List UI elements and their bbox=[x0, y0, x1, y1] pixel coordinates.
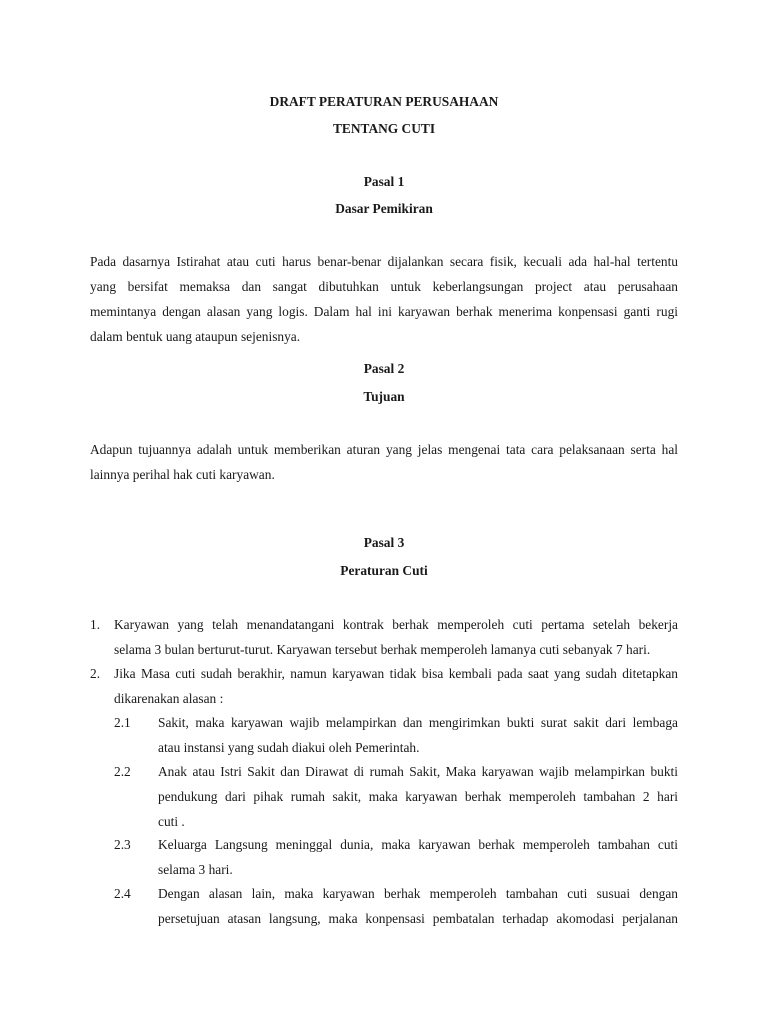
pasal-3-heading: Peraturan Cuti bbox=[340, 563, 428, 578]
paragraph-line: lainnya perihal hak cuti karyawan. bbox=[90, 467, 275, 482]
paragraph-line: memintanya dengan alasan yang logis. Dalam hal ini karyawan berhak menerima konpensasi ganti rugi bbox=[90, 304, 678, 319]
sub-list-item-line: Anak atau Istri Sakit dan Dirawat di rumah Sakit, Maka karyawan wajib melampirkan bukti bbox=[158, 764, 678, 779]
sub-list-item-text bbox=[158, 881, 678, 931]
sub-list-item-line: selama 3 hari. bbox=[158, 862, 233, 877]
sub-list-item-number: 2.4 bbox=[114, 886, 131, 901]
sub-list-item bbox=[114, 710, 678, 760]
pasal-1-number: Pasal 1 bbox=[363, 174, 405, 189]
sub-list-item-text bbox=[158, 832, 678, 882]
list-item-line: Jika Masa cuti sudah berakhir, namun karyawan tidak bisa kembali pada saat yang sudah ditetapkan bbox=[114, 666, 678, 681]
list-item-line: selama 3 bulan berturut-turut. Karyawan tersebut berhak memperoleh lamanya cuti sebanyak 7 hari. bbox=[114, 642, 651, 657]
list-item-text bbox=[114, 661, 678, 711]
pasal-1-paragraph bbox=[90, 249, 678, 349]
paragraph-line: Pada dasarnya Istirahat atau cuti harus benar-benar dijalankan secara fisik, kecuali ada hal-hal tertentu bbox=[90, 254, 678, 269]
sub-list-item-text bbox=[158, 759, 678, 834]
sub-list-item-text bbox=[158, 710, 678, 760]
sub-list-item-line: Sakit, maka karyawan wajib melampirkan dan mengirimkan bukti surat sakit dari lembaga bbox=[158, 715, 678, 730]
pasal-1-heading: Dasar Pemikiran bbox=[335, 201, 433, 216]
list-item bbox=[90, 612, 678, 662]
sub-list-item-line: pendukung dari pihak rumah sakit, maka karyawan berhak memperoleh tambahan 2 hari bbox=[158, 789, 678, 804]
paragraph-line: dalam bentuk uang ataupun sejenisnya. bbox=[90, 329, 301, 344]
sub-list-item-number: 2.2 bbox=[114, 764, 131, 779]
sub-list-item-number: 2.1 bbox=[114, 715, 131, 730]
sub-list-item bbox=[114, 832, 678, 882]
document-subtitle: TENTANG CUTI bbox=[332, 121, 436, 136]
sub-list-item-number: 2.3 bbox=[114, 837, 131, 852]
list-item-line: Karyawan yang telah menandatangani kontrak berhak memperoleh cuti pertama setelah bekerja bbox=[114, 617, 678, 632]
sub-list-item bbox=[114, 759, 678, 834]
list-item-number: 1. bbox=[90, 617, 101, 632]
paragraph-line: yang bersifat memaksa dan sangat dibutuhkan untuk keberlangsungan project atau perusahaan bbox=[90, 279, 678, 294]
sub-list-item-line: Keluarga Langsung meninggal dunia, maka karyawan berhak memperoleh tambahan cuti bbox=[158, 837, 678, 852]
pasal-2-paragraph bbox=[90, 437, 678, 487]
sub-list-item-line: Dengan alasan lain, maka karyawan berhak memperoleh tambahan cuti susuai dengan bbox=[158, 886, 678, 901]
document-title: DRAFT PERATURAN PERUSAHAAN bbox=[269, 94, 499, 109]
list-item bbox=[90, 661, 678, 711]
list-item-text bbox=[114, 612, 678, 662]
sub-list-item-line: persetujuan atasan langsung, maka konpensasi pembatalan terhadap akomodasi perjalanan bbox=[158, 911, 678, 926]
list-item-number: 2. bbox=[90, 666, 101, 681]
sub-list-item bbox=[114, 881, 678, 931]
paragraph-line: Adapun tujuannya adalah untuk memberikan aturan yang jelas mengenai tata cara pelaksanaan serta hal bbox=[90, 442, 678, 457]
pasal-3-number: Pasal 3 bbox=[363, 535, 405, 550]
pasal-2-heading: Tujuan bbox=[363, 389, 405, 404]
sub-list-item-line: cuti . bbox=[158, 814, 185, 829]
pasal-2-number: Pasal 2 bbox=[363, 361, 405, 376]
sub-list-item-line: atau instansi yang sudah diakui oleh Pemerintah. bbox=[158, 740, 420, 755]
list-item-line: dikarenakan alasan : bbox=[114, 691, 224, 706]
